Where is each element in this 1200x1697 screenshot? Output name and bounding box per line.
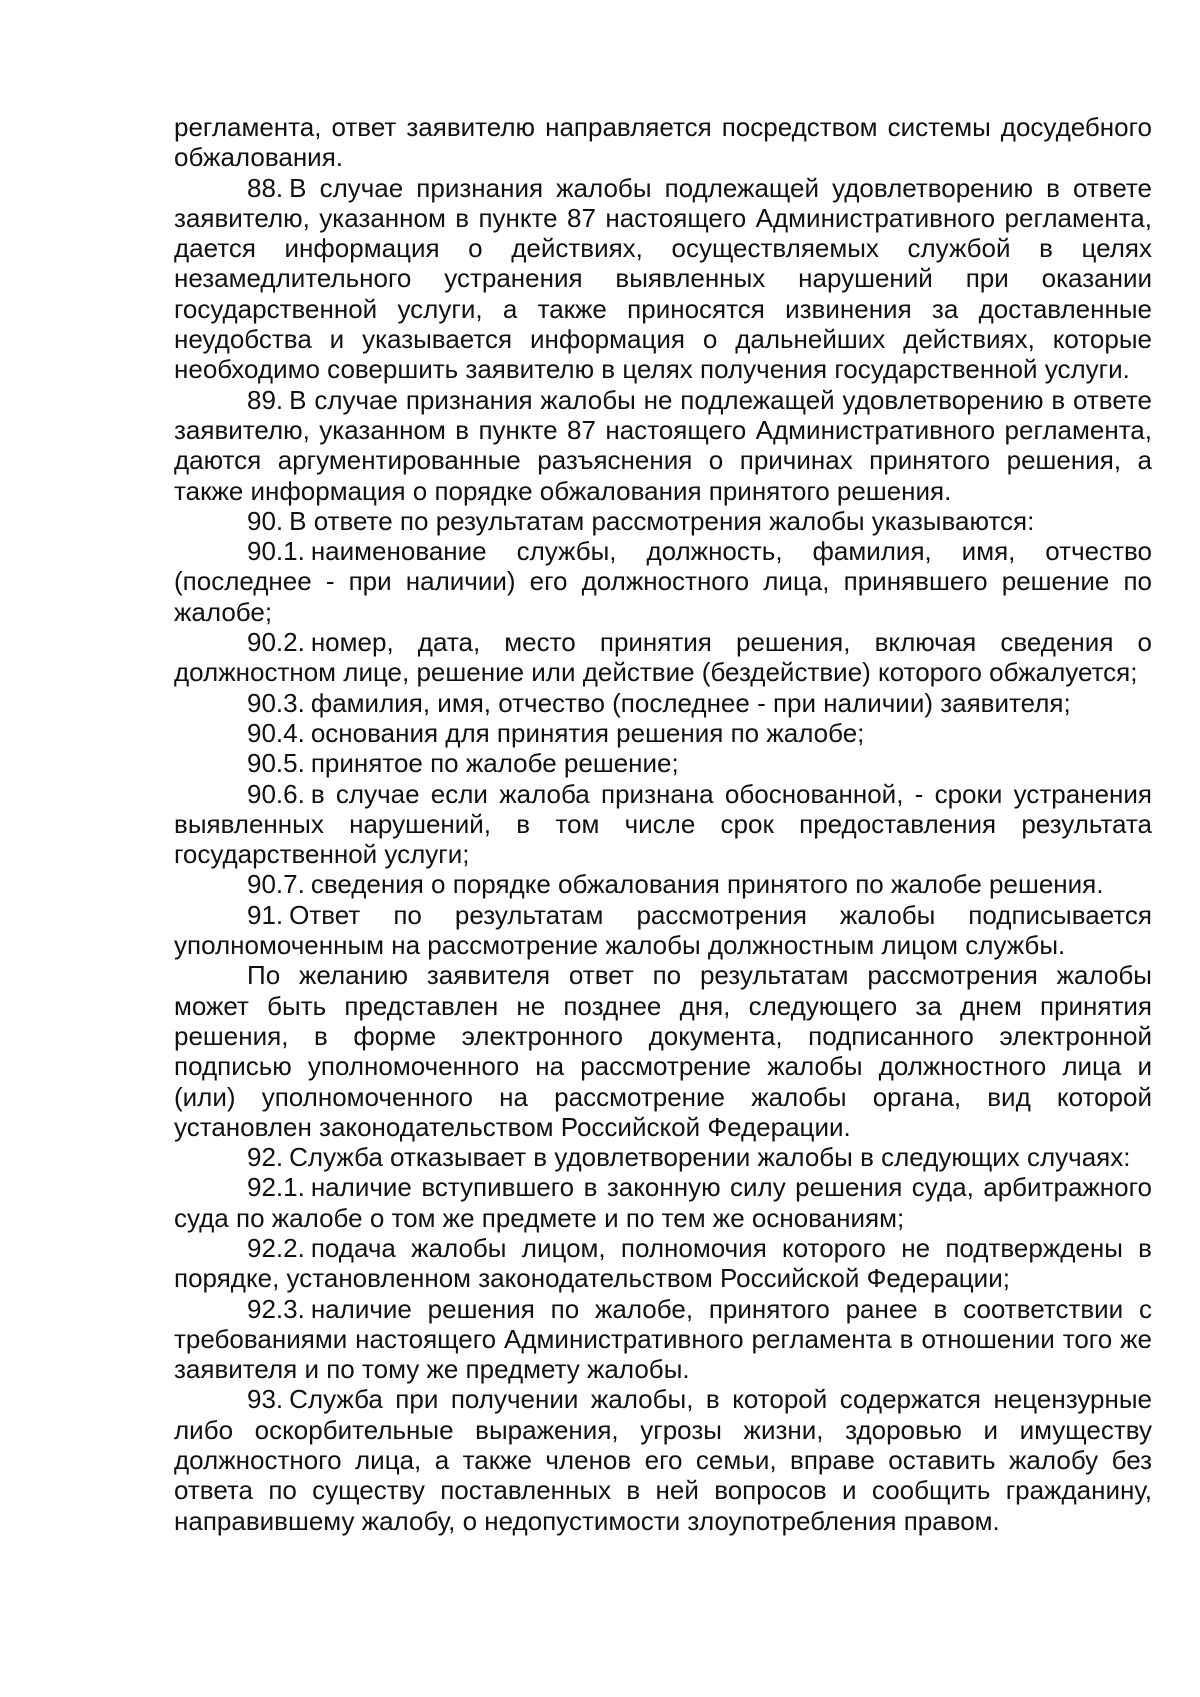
paragraph-text: регламента, ответ заявителю направляется посредством системы досудебного обжалования. — [174, 112, 1152, 173]
paragraph-number: 91. — [247, 899, 284, 930]
paragraph-88 — [174, 173, 1152, 385]
paragraph-92-1 — [174, 1172, 1152, 1233]
paragraph-number: 90.1. — [247, 536, 305, 567]
paragraph-text: наличие решения по жалобе, принятого ранее в соответствии с требованиями настоящего Административного регламента в отношении того же заявителя и по тому же предмету жалобы. — [174, 1293, 1152, 1385]
paragraph-number: 90.4. — [247, 717, 305, 748]
paragraph-text: Служба при получении жалобы, в которой содержатся нецензурные либо оскорбительные выражения, угрозы жизни, здоровью и имуществу должностного лица, а также членов его семьи, вправе оставить жалобу без ответа по существу поставленных в ней вопросов и сообщить гражданину, направившему жалобу, о недопустимости злоупотребления правом. — [174, 1384, 1152, 1536]
paragraph-number: 92.2. — [247, 1232, 305, 1263]
paragraph-text: сведения о порядке обжалования принятого по жалобе решения. — [310, 869, 1104, 900]
paragraph-91 — [174, 900, 1152, 961]
paragraph-90-4 — [174, 718, 1152, 748]
document-page — [174, 112, 1152, 1536]
paragraph-text: подача жалобы лицом, полномочия которого не подтверждены в порядке, установленном законодательством Российской Федерации; — [174, 1232, 1152, 1294]
paragraph-text: принятое по жалобе решение; — [310, 748, 679, 779]
paragraph-number: 90.3. — [247, 687, 305, 718]
paragraph-text: в случае если жалоба признана обоснованной, - сроки устранения выявленных нарушений, в том числе срок предоставления результата государственной услуги; — [174, 778, 1152, 870]
paragraph-90-7 — [174, 869, 1152, 899]
paragraph-number: 92. — [247, 1142, 284, 1173]
paragraph-text: В случае признания жалобы подлежащей удовлетворению в ответе заявителю, указанном в пункте 87 настоящего Административного регламента, дается информация о действиях, осуществляемых службой в целях незамедлительного устранения выявленных нарушений при оказании государственной услуги, а также приносятся извинения за доставленные неудобства и указывается информация о дальнейших действиях, которые необходимо совершить заявителю в целях получения государственной услуги. — [174, 172, 1152, 385]
paragraph-number: 92.1. — [247, 1172, 305, 1203]
paragraph-number: 90.6. — [247, 778, 305, 809]
paragraph-number: 90.2. — [247, 627, 305, 658]
paragraph-92-2 — [174, 1233, 1152, 1294]
paragraph-text: наличие вступившего в законную силу решения суда, арбитражного суда по жалобе о том же предмете и по тем же основаниям; — [174, 1172, 1152, 1233]
paragraph-number: 89. — [247, 384, 284, 415]
paragraph-90 — [174, 506, 1152, 536]
paragraph-number: 92.3. — [247, 1293, 305, 1324]
paragraph-91-electronic-response — [174, 960, 1152, 1142]
paragraph-90-5 — [174, 748, 1152, 778]
paragraph-text: основания для принятия решения по жалобе; — [310, 717, 865, 748]
paragraph-text: По желанию заявителя ответ по результатам рассмотрения жалобы может быть представлен не позднее дня, следующего за днем принятия решения, в форме электронного документа, подписанного электронной подписью уполномоченного на рассмотрение жалобы должностного лица и (или) уполномоченного на рассмотрение жалобы органа, вид которой установлен законодательством Российской Федерации. — [174, 960, 1152, 1142]
paragraph-text: фамилия, имя, отчество (последнее - при наличии) заявителя; — [310, 687, 1071, 718]
paragraph-text: Служба отказывает в удовлетворении жалобы в следующих случаях: — [289, 1142, 1131, 1173]
paragraph-text: Ответ по результатам рассмотрения жалобы подписывается уполномоченным на рассмотрение жалобы должностным лицом службы. — [174, 899, 1152, 961]
paragraph-text: В случае признания жалобы не подлежащей удовлетворению в ответе заявителю, указанном в пункте 87 настоящего Административного регламента, даются аргументированные разъяснения о причинах принятого решения, а также информация о порядке обжалования принятого решения. — [174, 384, 1152, 506]
paragraph-number: 90. — [247, 505, 284, 536]
paragraph-92 — [174, 1142, 1152, 1172]
paragraph-90-2 — [174, 627, 1152, 688]
paragraph-number: 90.5. — [247, 748, 305, 779]
paragraph-90-6 — [174, 779, 1152, 870]
paragraph-text: наименование службы, должность, фамилия, имя, отчество (последнее - при наличии) его должностного лица, принявшего решение по жалобе; — [174, 536, 1152, 627]
paragraph-92-3 — [174, 1294, 1152, 1385]
paragraph-90-3 — [174, 688, 1152, 718]
paragraph-number: 90.7. — [247, 869, 305, 900]
paragraph-text: В ответе по результатам рассмотрения жалобы указываются: — [289, 505, 1035, 536]
paragraph-number: 88. — [247, 172, 284, 203]
paragraph-number: 93. — [247, 1384, 284, 1415]
paragraph-89 — [174, 385, 1152, 506]
paragraph-90-1 — [174, 536, 1152, 627]
paragraph-93 — [174, 1384, 1152, 1535]
paragraph-continuation — [174, 112, 1152, 173]
paragraph-text: номер, дата, место принятия решения, включая сведения о должностном лице, решение или действие (бездействие) которого обжалуется; — [174, 627, 1152, 688]
